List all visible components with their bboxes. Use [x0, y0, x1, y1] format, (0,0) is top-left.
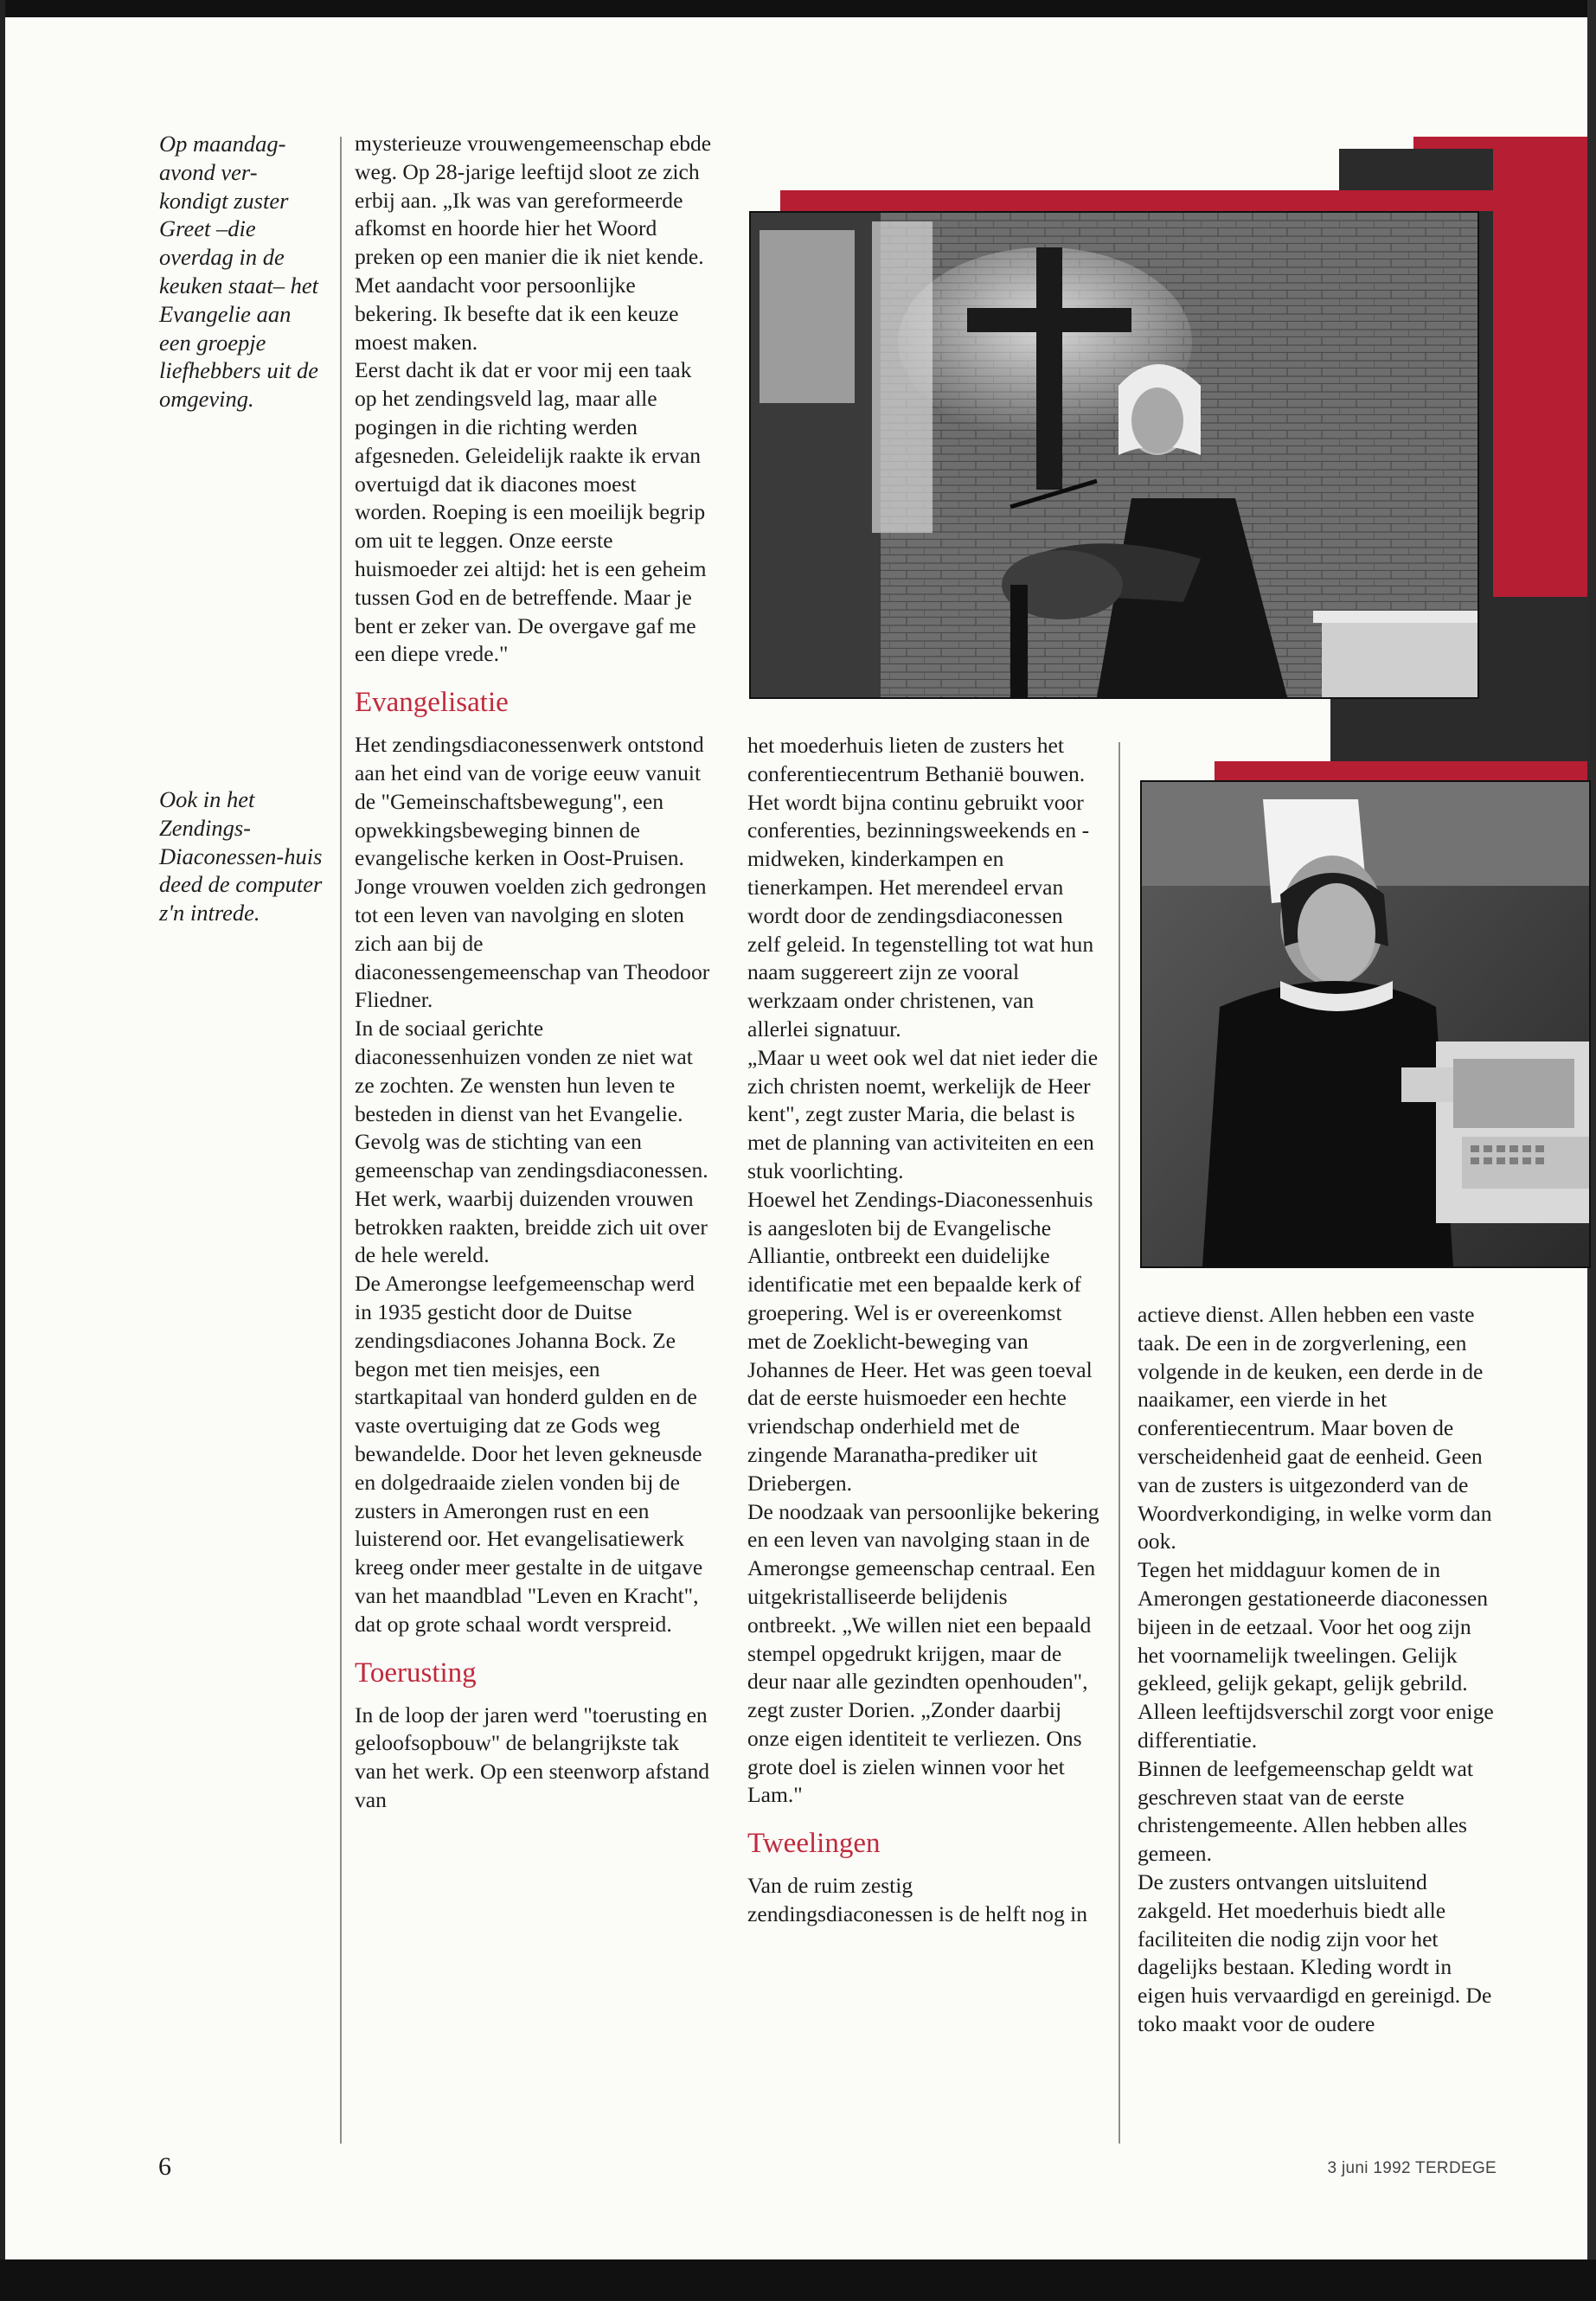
paragraph: actieve dienst. Allen hebben een vaste taak. De een in de zorgverlening, een volgende in de keuken, een derde in de naaikamer, een vierde in het conferentiecentrum. Maar boven de verscheidenheid gaat de eenheid. Geen van de zusters is uitgezonderd van de Woordverkondiging, in welke vorm dan ook. [1138, 1302, 1492, 1554]
paragraph: mysterieuze vrouwengemeenschap ebde weg. Op 28-jarige leeftijd sloot ze zich erbij aan. „Ik was van gereformeerde afkomst en hoorde hier het Woord preken op een manier die ik niet kende. Met aandacht voor persoonlijke bekering. Ik besefte dat ik een keuze moest maken. [355, 131, 712, 355]
paragraph: Tegen het middaguur komen de in Amerongen gestationeerde diaconessen bijeen in de eetzaal. Voor het oog zijn het voornamelijk tweelingen. Gelijk gekleed, gelijk gekapt, gelijk gebrild. Alleen leeftijdsverschil zorgt voor enige differentiatie. [1138, 1557, 1494, 1753]
photo-sister-at-computer-image [1142, 782, 1589, 1266]
issue-line: 3 juni 1992 TERDEGE [1327, 2159, 1497, 2177]
paragraph: „Maar u weet ook wel dat niet ieder die zich christen noemt, werkelijk de Heer kent", zegt zuster Maria, die belast is met de planning van activiteiten en een stuk voorlichting. [747, 1044, 1099, 1183]
section-heading-toerusting: Toerusting [355, 1657, 477, 1689]
paragraph: Eerst dacht ik dat er voor mij een taak op het zendingsveld lag, maar alle pogingen in die richting werden afgesneden. Geleidelijk raakte ik ervan overtuigd dat ik diacones moest worden. Roeping is een moeilijk begrip om uit te leggen. Onze eerste huismoeder zei altijd: het is een geheim tussen God en de betreffende. Maar je bent er zeker van. De overgave gaf me een diepe vrede." [355, 357, 707, 667]
photo-sister-with-guitar-image [751, 213, 1477, 697]
paragraph: De noodzaak van persoonlijke bekering en een leven van navolging staan in de Amerongse gemeenschap centraal. Een uitgekristalliseerde belijdenis ontbreekt. „We willen niet een bepaald stempel opgedrukt krijgen, maar de deur naar alle gezindten openhouden", zegt zuster Dorien. „Zonder daarbij onze eigen identiteit te verliezen. Ons grote doel is zielen winnen voor het Lam." [747, 1498, 1099, 1808]
red-photo-frame-bottom-photo [1215, 761, 1587, 780]
caption-evangelist: Op maandag-avond ver-kondigt zuster Greet –die overdag in de keuken staat– het Evangelie aan een groepje liefhebbers uit de omgeving. [159, 131, 318, 413]
paragraph: In de sociaal gerichte diaconessenhuizen vonden ze niet wat ze zochten. Ze wensten hun leven te besteden in dienst van het Evangelie. Gevolg was de stichting van een gemeenschap van zendingsdiaconessen. Het werk, waarbij duizenden vrouwen betrokken raakten, breidde zich uit over de hele wereld. [355, 1016, 708, 1268]
caption-computer: Ook in het Zendings-Diaconessen-huis deed de computer z'n intrede. [159, 786, 323, 926]
article-column-3 [1138, 1301, 1497, 2039]
red-photo-frame-side [1493, 149, 1587, 599]
paragraph: het moederhuis lieten de zusters het conferentiecentrum Bethanië bouwen. Het wordt bijna continu gebruikt voor conferenties, bezinningsweekends en -midweken, kinderkampen en tienerkampen. Het merendeel ervan wordt door de zendingsdiaconessen zelf geleid. In tegenstelling tot wat hun naam suggereert zijn ze vooral werkzaam onder christenen, van allerlei signatuur. [747, 733, 1094, 1042]
column-rule-left [340, 137, 342, 2144]
paragraph: Binnen de leefgemeenschap geldt wat geschreven staat van de eerste christengemeente. Allen hebben alles gemeen. [1138, 1755, 1474, 1867]
column-rule-right [1118, 742, 1120, 2144]
scan-border-bottom [0, 2259, 1596, 2301]
scan-border-top [0, 0, 1596, 17]
paragraph: De Amerongse leefgemeenschap werd in 1935 gesticht door de Duitse zendingsdiacones Johanna Bock. Ze begon met tien meisjes, een startkapitaal van honderd gulden en de vaste overtuiging dat ze Gods weg bewandelde. Door het leven gekneusde en dolgedraaide zielen vonden bij de zusters in Amerongen rust en een luisterend oor. Het evangelisatiewerk kreeg onder meer gestalte in de uitgave van het maandblad "Leven en Kracht", dat op grote schaal wordt verspreid. [355, 1271, 703, 1637]
scan-border-left [0, 0, 5, 2301]
paragraph: De zusters ontvangen uitsluitend zakgeld. Het moederhuis biedt alle faciliteiten die nodig zijn voor het dagelijks bestaan. Kleding wordt in eigen huis vervaardigd en gereinigd. De toko maakt voor de oudere [1138, 1868, 1492, 2036]
article-column-2 [747, 732, 1100, 1929]
paragraph: Hoewel het Zendings-Diaconessenhuis is aangesloten bij de Evangelische Alliantie, ontbreekt een duidelijke identificatie met een bepaalde kerk of groepering. Wel is er overeenkomst met de Zoeklicht-beweging van Johannes de Heer. Het was geen toeval dat de eerste huismoeder een hechte vriendschap onderhield met de zingende Maranatha-prediker uit Driebergen. [747, 1186, 1093, 1496]
section-heading-evangelisatie: Evangelisatie [355, 687, 509, 719]
paragraph: In de loop der jaren werd "toerusting en geloofsopbouw" de belangrijkste tak van het werk. Op een steenworp afstand van [355, 1702, 710, 1813]
paragraph: Het zendingsdiaconessenwerk ontstond aan het eind van de vorige eeuw vanuit de "Gemeinschaftsbewegung", een opwekkingsbeweging binnen de evangelische kerken in Oost-Pruisen. Jonge vrouwen voelden zich gedrongen tot een leven van navolging en sloten zich aan bij de diaconessengemeenschap van Theodoor Fliedner. [355, 732, 710, 1013]
photo-sister-at-computer [1140, 780, 1591, 1268]
paragraph: Van de ruim zestig zendingsdiaconessen is de helft nog in [747, 1873, 1088, 1927]
red-photo-frame-top [1413, 137, 1587, 149]
article-column-1 [355, 130, 714, 1815]
page-number: 6 [158, 2152, 171, 2181]
section-heading-tweelingen: Tweelingen [747, 1828, 881, 1860]
photo-sister-with-guitar [749, 211, 1479, 699]
red-photo-frame-inner [780, 190, 1493, 211]
